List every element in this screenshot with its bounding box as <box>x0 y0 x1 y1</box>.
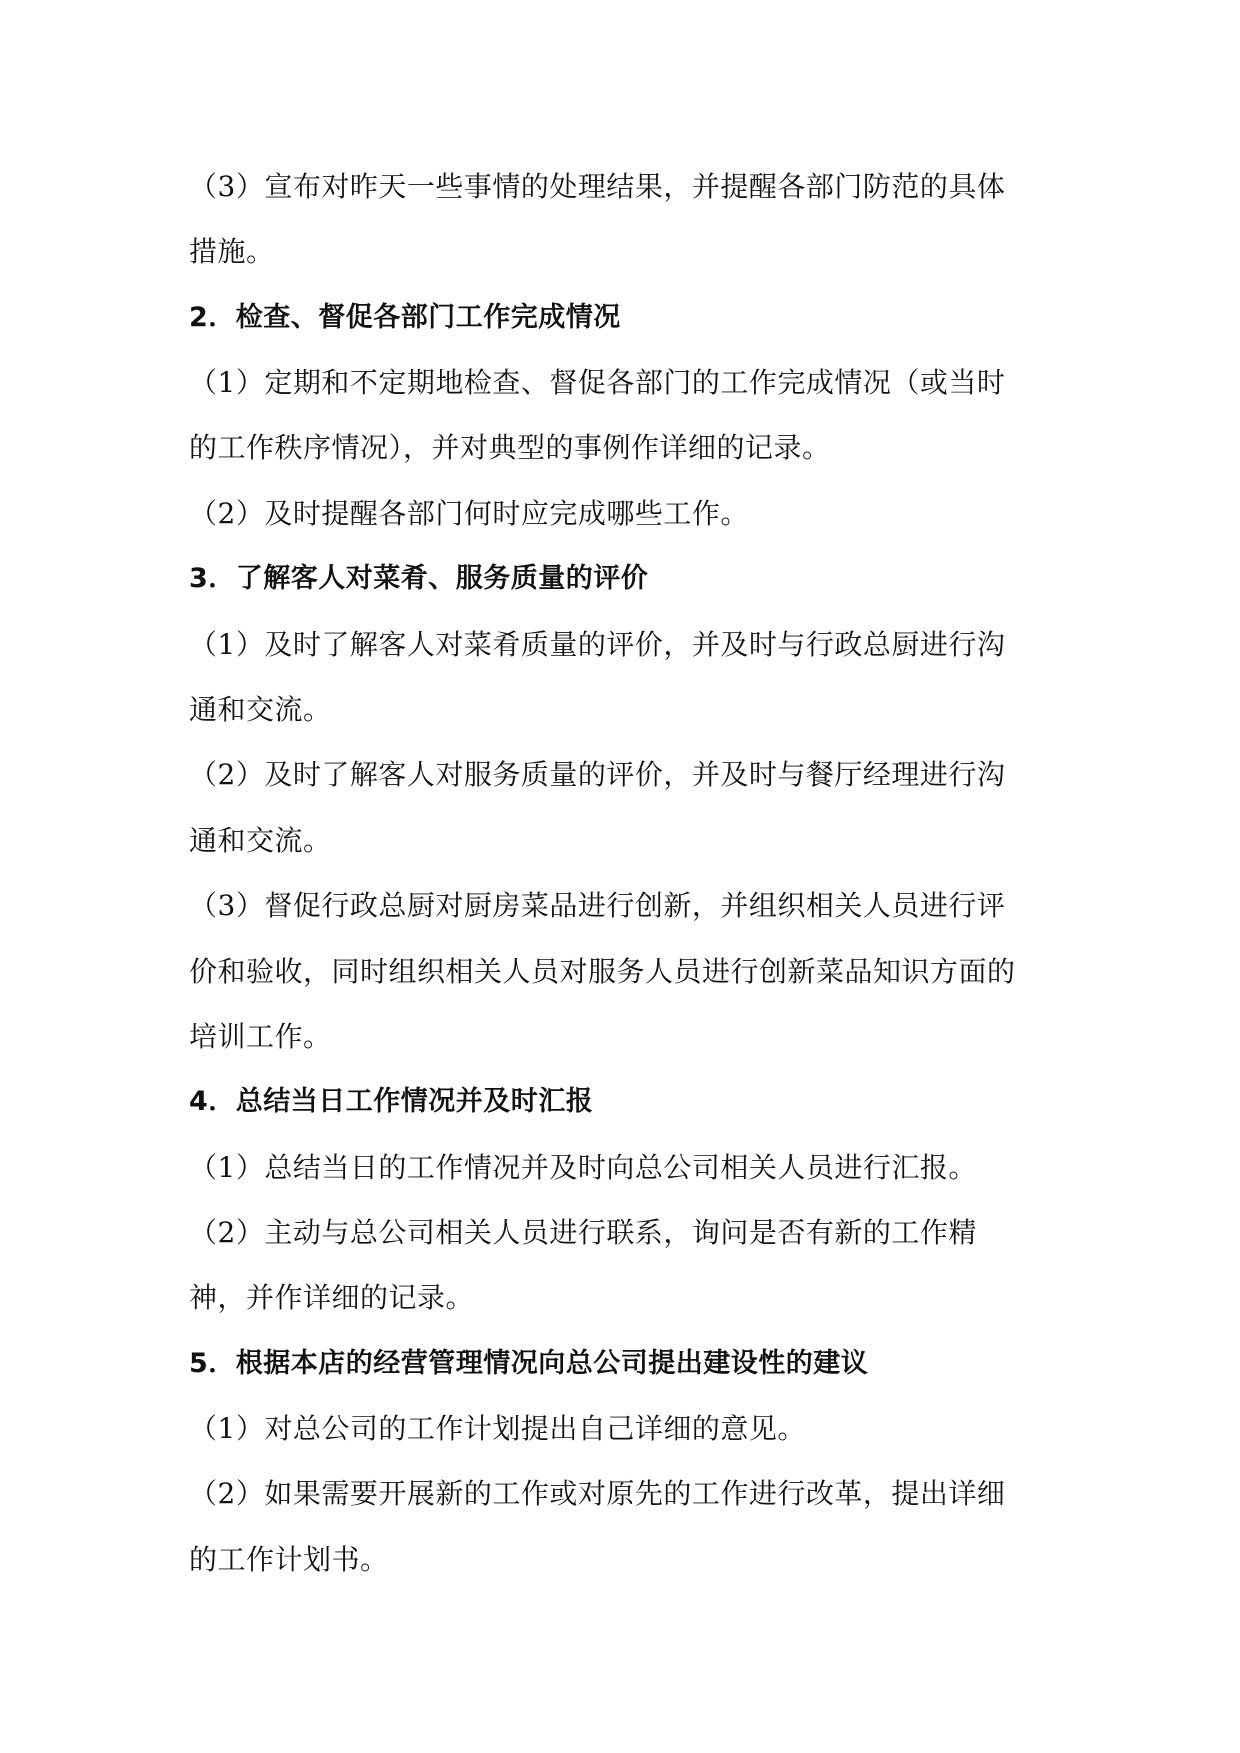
paragraph-line: （1）对总公司的工作计划提出自己详细的意见。 <box>189 1412 806 1445</box>
section-heading: 3．了解客人对菜肴、服务质量的评价 <box>189 563 649 594</box>
paragraph-line: （2）及时了解客人对服务质量的评价，并及时与餐厅经理进行沟 <box>189 758 1006 791</box>
paragraph-line: （2）主动与总公司相关人员进行联系，询问是否有新的工作精 <box>189 1216 977 1249</box>
paragraph-line: 通和交流。 <box>189 693 332 726</box>
paragraph-line: （1）总结当日的工作情况并及时向总公司相关人员进行汇报。 <box>189 1151 977 1184</box>
paragraph-line: （3）宣布对昨天一些事情的处理结果，并提醒各部门防范的具体 <box>189 170 1006 203</box>
paragraph-line: 价和验收，同时组织相关人员对服务人员进行创新菜品知识方面的 <box>189 955 1016 988</box>
paragraph-line: （2）及时提醒各部门何时应完成哪些工作。 <box>189 497 749 530</box>
section-heading: 4．总结当日工作情况并及时汇报 <box>189 1086 594 1117</box>
paragraph-line: （1）定期和不定期地检查、督促各部门的工作完成情况（或当时 <box>189 366 1006 399</box>
paragraph-line: 措施。 <box>189 235 275 268</box>
section-heading: 2．检查、督促各部门工作完成情况 <box>189 302 621 333</box>
paragraph-line: 的工作秩序情况），并对典型的事例作详细的记录。 <box>189 431 831 464</box>
paragraph-line: （3）督促行政总厨对厨房菜品进行创新，并组织相关人员进行评 <box>189 889 1006 922</box>
paragraph-line: 神，并作详细的记录。 <box>189 1281 475 1314</box>
paragraph-line: 通和交流。 <box>189 824 332 857</box>
paragraph-line: 培训工作。 <box>189 1020 332 1053</box>
section-heading: 5．根据本店的经营管理情况向总公司提出建设性的建议 <box>189 1348 869 1379</box>
paragraph-line: 的工作计划书。 <box>189 1543 389 1576</box>
paragraph-line: （2）如果需要开展新的工作或对原先的工作进行改革，提出详细 <box>189 1477 1006 1510</box>
paragraph-line: （1）及时了解客人对菜肴质量的评价，并及时与行政总厨进行沟 <box>189 628 1006 661</box>
